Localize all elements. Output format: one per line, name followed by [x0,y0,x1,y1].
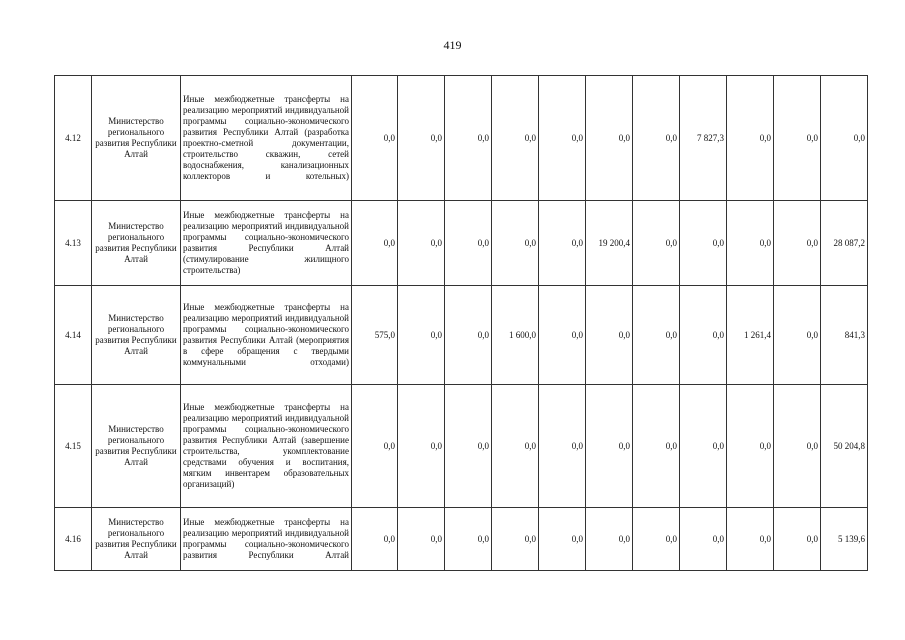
value-cell: 5 139,6 [821,508,868,571]
value-cell: 28 087,2 [821,201,868,286]
row-number: 4.14 [55,286,92,385]
table-row [55,286,868,385]
value-cell: 0,0 [633,508,680,571]
value-cell: 0,0 [398,76,445,201]
ministry-cell: Министерство регионального развития Республики Алтай [92,76,181,201]
ministry-cell: Министерство регионального развития Республики Алтай [92,286,181,385]
value-cell: 0,0 [445,201,492,286]
value-cell: 0,0 [445,508,492,571]
description-cell [181,201,352,286]
value-cell: 50 204,8 [821,385,868,508]
value-cell: 0,0 [680,286,727,385]
value-cell: 0,0 [633,385,680,508]
value-cell: 0,0 [398,286,445,385]
budget-table [54,75,868,571]
value-cell: 841,3 [821,286,868,385]
value-cell: 0,0 [633,76,680,201]
value-cell: 0,0 [492,385,539,508]
value-cell: 0,0 [352,201,398,286]
value-cell: 0,0 [445,385,492,508]
value-cell: 0,0 [445,76,492,201]
value-cell: 0,0 [398,385,445,508]
value-cell: 7 827,3 [680,76,727,201]
value-cell: 0,0 [398,201,445,286]
value-cell: 0,0 [586,508,633,571]
value-cell: 0,0 [398,508,445,571]
value-cell: 19 200,4 [586,201,633,286]
value-cell: 0,0 [492,508,539,571]
value-cell: 0,0 [445,286,492,385]
value-cell: 0,0 [680,385,727,508]
value-cell: 1 600,0 [492,286,539,385]
table-row [55,201,868,286]
value-cell: 0,0 [727,76,774,201]
description-text: Иные межбюджетные трансферты на реализацию мероприятий индивидуальной программы социально-экономического развития Республики Алтай (разработка проектно-сметной документации, строительство скважин, сетей водоснабжения, канализационных коллекторов и котельных) [183,94,349,181]
row-number: 4.12 [55,76,92,201]
value-cell: 0,0 [539,76,586,201]
value-cell: 0,0 [821,76,868,201]
row-number: 4.15 [55,385,92,508]
table-row [55,508,868,571]
value-cell: 0,0 [727,508,774,571]
value-cell: 0,0 [539,508,586,571]
value-cell: 0,0 [352,385,398,508]
value-cell: 0,0 [352,76,398,201]
description-text: Иные межбюджетные трансферты на реализацию мероприятий индивидуальной программы социально-экономического развития Республики Алтай (завершение строительства, укомплектование средствами обучения и воспитания, мягким инвентарем образовательных организаций) [183,402,349,489]
value-cell: 0,0 [352,508,398,571]
value-cell: 0,0 [539,385,586,508]
table-row [55,76,868,201]
row-number: 4.16 [55,508,92,571]
value-cell: 0,0 [774,508,821,571]
value-cell: 0,0 [633,201,680,286]
value-cell: 0,0 [586,76,633,201]
description-cell [181,508,352,571]
value-cell: 0,0 [774,201,821,286]
description-cell [181,286,352,385]
value-cell: 0,0 [492,76,539,201]
value-cell: 0,0 [539,286,586,385]
description-text: Иные межбюджетные трансферты на реализацию мероприятий индивидуальной программы социально-экономического развития Республики Алтай (мероприятия в сфере обращения с твердыми коммунальными отходами) [183,302,349,367]
value-cell: 0,0 [586,385,633,508]
table-row [55,385,868,508]
value-cell: 0,0 [774,385,821,508]
ministry-cell: Министерство регионального развития Республики Алтай [92,508,181,571]
value-cell: 0,0 [680,508,727,571]
page-number: 419 [443,38,462,52]
row-number: 4.13 [55,201,92,286]
value-cell: 0,0 [633,286,680,385]
value-cell: 0,0 [727,385,774,508]
value-cell: 1 261,4 [727,286,774,385]
description-text: Иные межбюджетные трансферты на реализацию мероприятий индивидуальной программы социально-экономического развития Республики Алтай (стимулирование жилищного строительства) [183,210,349,275]
value-cell: 575,0 [352,286,398,385]
value-cell: 0,0 [680,201,727,286]
value-cell: 0,0 [586,286,633,385]
value-cell: 0,0 [727,201,774,286]
value-cell: 0,0 [774,286,821,385]
value-cell: 0,0 [492,201,539,286]
ministry-cell: Министерство регионального развития Республики Алтай [92,385,181,508]
description-text: Иные межбюджетные трансферты на реализацию мероприятий индивидуальной программы социально-экономического развития Республики Алтай [183,517,349,560]
ministry-cell: Министерство регионального развития Республики Алтай [92,201,181,286]
description-cell [181,76,352,201]
description-cell [181,385,352,508]
value-cell: 0,0 [539,201,586,286]
value-cell: 0,0 [774,76,821,201]
